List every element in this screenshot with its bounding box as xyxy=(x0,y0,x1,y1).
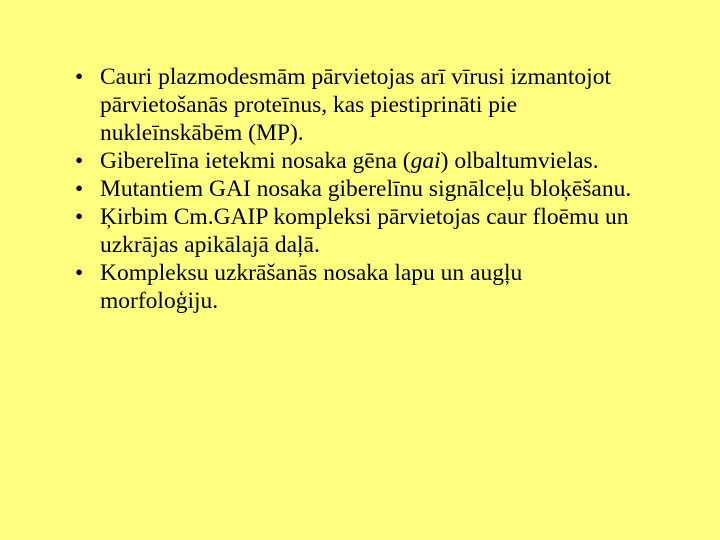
bullet-text-part: Giberelīna ietekmi nosaka gēna ( xyxy=(100,148,411,174)
bullet-item-4 xyxy=(75,203,635,259)
bullet-text: Mutantiem GAI nosaka giberelīnu signālceļu bloķēšanu. xyxy=(100,176,632,202)
bullet-mark: • xyxy=(75,260,84,286)
bullet-item-2 xyxy=(75,147,635,175)
bullet-text: Cauri plazmodesmām pārvietojas arī vīrusi izmantojot pārvietošanās proteīnus, kas piestiprināti pie nukleīnskābēm (MP). xyxy=(100,64,611,146)
bullet-text: Ķirbim Cm.GAIP kompleksi pārvietojas caur floēmu un uzkrājas apikālajā daļā. xyxy=(100,204,629,258)
bullet-item-3 xyxy=(75,175,635,203)
bullet-item-5 xyxy=(75,259,635,315)
bullet-list xyxy=(75,63,635,315)
bullet-mark: • xyxy=(75,204,84,230)
gene-name-italic: gai xyxy=(410,148,441,174)
bullet-text: Kompleksu uzkrāšanās nosaka lapu un augļu morfoloģiju. xyxy=(100,260,523,314)
bullet-text xyxy=(100,148,599,174)
bullet-item-1 xyxy=(75,63,635,147)
bullet-mark: • xyxy=(75,148,84,174)
bullet-mark: • xyxy=(75,64,84,90)
bullet-text-part: ) olbaltumvielas. xyxy=(440,148,599,174)
bullet-mark: • xyxy=(75,176,84,202)
